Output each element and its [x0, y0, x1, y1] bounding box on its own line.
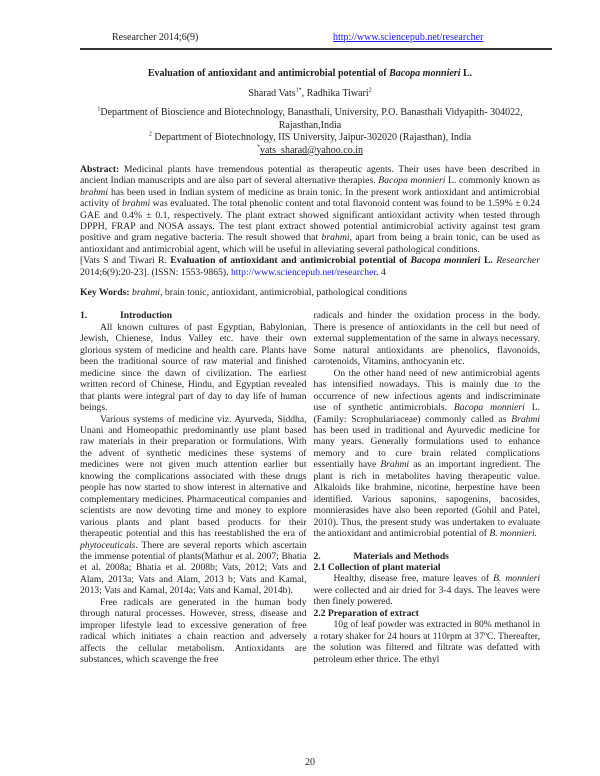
authors — [80, 88, 540, 99]
text-segment: Bacopa monnieri — [410, 255, 481, 267]
text-segment: brahmi, — [321, 232, 352, 244]
header-rule — [80, 48, 552, 50]
affiliation-1 — [80, 107, 540, 132]
text-segment: L. — [460, 68, 473, 79]
text-segment: Medicinal plants have tremendous potential as therapeutic agents. Their uses have been described in ancient Indian manuscripts and are also part of several alternative therapies. — [80, 164, 540, 187]
text-segment: brahmi — [80, 186, 108, 198]
text-segment: L. (Family: Scrophulariaceae) commonly called as — [313, 402, 540, 425]
text-segment: Bacopa monnieri — [453, 402, 525, 414]
aff2-text: Department of Biotechnology, IIS University, Jaipur-302020 (Rajasthan), India — [151, 132, 472, 143]
text-segment: L. — [480, 255, 493, 267]
text-segment: [Vats S and Tiwari R. — [80, 255, 171, 267]
text-segment: radicals and hinder the oxidation process in the body. There is presence of antioxidants in the cell but need of external supplementation of the same in always necessary. Some natural antioxidants are phenolics, flavonoids, carotenoids, Vitamins, anthocyanin etc. — [313, 310, 540, 368]
text-segment: brahmi, — [129, 287, 163, 299]
journal-url-link[interactable]: http://www.sciencepub.net/researcher — [333, 32, 484, 43]
citation — [80, 255, 540, 278]
paper-title — [80, 68, 540, 79]
journal-header: Researcher 2014;6(9) — [112, 32, 199, 43]
keywords — [80, 287, 540, 298]
page-number: 20 — [305, 757, 315, 768]
section-heading — [80, 310, 307, 321]
text-segment: Brahmi — [380, 459, 410, 471]
text-segment: were collected and air dried for 3-4 days. The leaves were then finely powered. — [313, 584, 540, 608]
email-sup: * — [256, 144, 260, 151]
author-1: Sharad Vats — [248, 88, 296, 99]
section-number: 1. — [80, 310, 88, 322]
body-columns — [80, 310, 540, 665]
text-segment: Abstract: — [80, 164, 120, 175]
text-segment: Various systems of medicine viz. Ayurveda, Siddha, Unani and Homeopathic predominantly use plant based raw materials in their preparation or formulations. With the advent of synthetic medicines these systems of medicines were not given much attention earlier but knowing the complications associated with these drugs people has now started to show interest in alternative and complementary medicines. Pharmaceutical companies and scientists are now devoting time and money to explore various plants and plant based products for their therapeutic potential and this has reestablished the era of — [80, 413, 307, 540]
text-segment: Key Words: — [80, 287, 130, 299]
author-2: Radhika Tiwari — [306, 88, 369, 99]
paragraph — [314, 573, 541, 607]
text-segment: apart from being a brain tonic, can be used as antioxidant and antimicrobial agent, which will be useful in alleviating several pathological conditions. — [80, 232, 541, 255]
aff1-sup: 1 — [97, 106, 101, 113]
paragraph — [314, 368, 541, 540]
paragraph — [80, 322, 307, 414]
right-column — [314, 310, 541, 665]
text-segment: L. commonly known as — [445, 175, 541, 187]
text-segment: Free radicals are generated in the human body through natural processes. However, stress, disease and improper lifestyle lead to excessive generation of free radical which initiates a chain reaction and adversely affects the cellular metabolism. Antioxidants are substances, which scavenge the free — [80, 596, 307, 666]
spacer — [314, 540, 541, 551]
text-segment: as an important ingredient. The plant is rich in metabolites having therapeutic value. Alkaloids like brahmine, nicotine, herpestine have been identified. Various saponins, sapogenins, bacosides, monnierasides have also been reported (Gohil and Patel, 2010). Thus, the present study was undertaken to evaluate the antioxidant and antimicrobial potential of — [313, 459, 540, 540]
text-segment: Researcher — [492, 255, 540, 267]
section-number: 2. — [313, 550, 321, 562]
text-segment: was evaluated. The total phenolic content and total flavonoid content was found to be 1.59% ± 0.24 GAE and 0.4% ± 0.1, respectively. The plant extract showed significant antioxidant activity when tested through DPPH, FRAP and NOSA assays. The test plant extract showed potential antimicrobial activity against test gram positive and gram negative bacteria. The result showed that — [80, 198, 540, 244]
text-segment: Evaluation of antioxidant and antimicrobial potential of — [147, 68, 390, 79]
text-segment: Bacopa monnieri — [389, 68, 461, 79]
author-1-sup: 1* — [295, 87, 302, 94]
text-segment: 2014;6(9):20-23]. (ISSN: 1553-9865). — [80, 266, 231, 278]
paragraph — [80, 597, 307, 666]
text-segment: All known cultures of past Egyptian, Babylonian, Jewish, Chienese, Indus Valley etc. have their own glorious system of medicine and health care. Plants have been the traditional source of raw material and finished medicine since the dawn of civilization. The earliest written record of Chinese, Hindu, and Egyptian revealed that plants were integral part of day to day life of human beings. — [80, 321, 307, 414]
text-segment: . There are several reports which ascertain the immense potential of plants(Mathur et al. 2007; Bhatia et al. 2008a; Bhatia et al. 2008b; Vats, 2012; Vats and Alam, 2013a; Vats and Alam, 2013 b; Vats and Kamal, 2013; Vats and Kamal, 2014a; Vats and Kamal, 2014b). — [80, 539, 307, 597]
text-segment: brahmi — [122, 198, 151, 210]
email-line — [80, 145, 540, 158]
section-title: Introduction — [120, 310, 173, 322]
author-2-sup: 2 — [368, 87, 372, 94]
affiliations — [80, 107, 540, 157]
abstract-text — [80, 164, 540, 255]
citation-url-link[interactable]: http://www.sciencepub.net/researcher — [230, 266, 377, 278]
affiliation-2 — [80, 132, 540, 145]
text-segment: Brahmi — [511, 413, 540, 425]
text-segment: B. monnieri — [493, 573, 540, 585]
paragraph — [314, 310, 541, 367]
aff2-sup: 2 — [148, 131, 152, 138]
text-segment: brain tonic, antioxidant, antimicrobial, pathological conditions — [162, 287, 408, 299]
text-segment: . 4 — [376, 266, 386, 278]
running-header — [80, 32, 540, 46]
left-column — [80, 310, 307, 665]
text-segment: Healthy, disease free, mature leaves of — [333, 573, 494, 585]
paragraph — [314, 619, 541, 665]
text-segment: Bacopa monnieri — [378, 175, 446, 187]
text-segment: has been used in traditional and Ayurvedic medicine for many years. Generally formulations used to enhance memory and to cure brain related complications essentially have — [313, 425, 540, 471]
author-separator: , — [301, 88, 307, 99]
text-segment: has been used in Indian system of medicine as brain tonic. In the present work antioxidant and antimicrobial activity of — [80, 186, 540, 210]
text-segment: On the other hand need of new antimicrobial agents has intensified nowadays. This is mainly due to the occurrence of new infectious agents and indiscriminate use of synthetic antimicrobials. — [313, 367, 540, 414]
aff1-text: Department of Bioscience and Biotechnology, Banasthali, University, P.O. Banasthali Vidyapith- 304022, Rajasthan,India — [100, 107, 523, 131]
text-segment: Evaluation of antioxidant and antimicrobial potential of — [170, 255, 411, 267]
paragraph — [80, 414, 307, 597]
text-segment: 10g of leaf powder was extracted in 80% methanol in a rotary shaker for 24 hours at 110rpm at 37ºC. Thereafter, the solution was filtered and filtrate was defatted with petroleum ether thrice. The ethyl — [313, 619, 540, 665]
text-segment: phytoceuticals — [80, 539, 136, 551]
author-email-link[interactable]: vats_sharad@yahoo.co.in — [259, 144, 364, 156]
section-heading — [314, 551, 541, 562]
abstract — [80, 164, 540, 278]
section-title: Materials and Methods — [353, 550, 449, 562]
text-segment: B. monnieri. — [489, 528, 538, 540]
subsection-heading: 2.2 Preparation of extract — [313, 607, 419, 619]
subsection-heading: 2.1 Collection of plant material — [313, 561, 441, 573]
